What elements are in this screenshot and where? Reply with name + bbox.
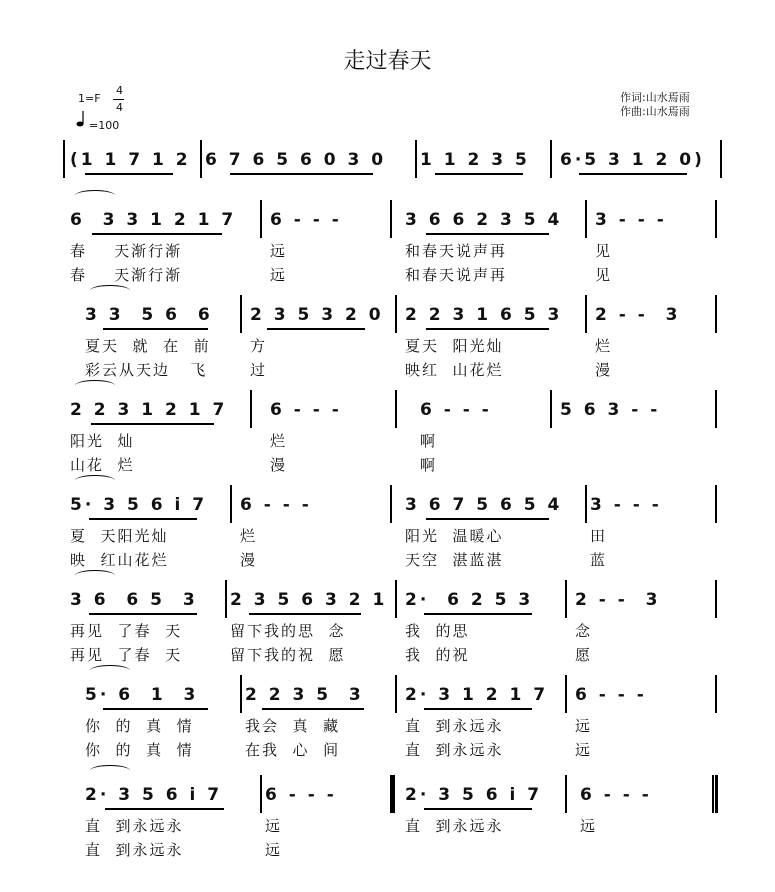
measure-notes: 3 6 6 5 3 — [70, 590, 198, 610]
beam-line — [103, 708, 208, 710]
lyric-line-2: 见 — [595, 266, 613, 284]
lyric-line-2: 春 天渐行渐 — [70, 266, 183, 284]
lyric-line-2: 漫 — [240, 551, 258, 569]
lyric-line-1: 阳光 灿 — [70, 432, 135, 450]
score-system — [0, 200, 775, 284]
score-system — [0, 775, 775, 859]
bar-line — [715, 580, 717, 618]
beam-line — [426, 328, 549, 330]
measure-notes: 3 - - - — [595, 210, 667, 230]
lyric-line-2: 山花 烂 — [70, 456, 135, 474]
beam-line — [249, 613, 361, 615]
beam-line — [426, 518, 549, 520]
bar-line — [415, 140, 417, 178]
measure-notes: 2· 3 5 6 i 7 — [85, 785, 223, 805]
bar-line — [720, 140, 722, 178]
quarter-note-icon — [76, 110, 88, 128]
lyric-line-1: 直 到永远永 — [85, 817, 184, 835]
measure-notes: 3 - - - — [590, 495, 662, 515]
time-signature-divider — [113, 99, 124, 100]
lyric-line-1: 烂 — [240, 527, 258, 545]
measure-notes: 2 - - 3 — [595, 305, 681, 325]
measure-notes: 6 - - - — [580, 785, 652, 805]
measure-notes: 2· 3 1 2 1 7 — [405, 685, 549, 705]
measure-notes: 2 2 3 5 3 — [245, 685, 364, 705]
bar-line — [390, 485, 392, 523]
bar-line — [565, 675, 567, 713]
lyricist-credit: 作词:山水焉雨 — [620, 91, 690, 104]
lyric-line-1: 留下我的思 念 — [230, 622, 346, 640]
lyric-line-2: 映 红山花烂 — [70, 551, 169, 569]
score-system — [0, 140, 775, 180]
score-system — [0, 295, 775, 379]
lyric-line-2: 愿 — [575, 646, 593, 664]
measure-notes: 3 6 6 2 3 5 4 — [405, 210, 563, 230]
lyric-line-1: 方 — [250, 337, 268, 355]
bar-line — [585, 295, 587, 333]
measure-notes: 2 - - 3 — [575, 590, 661, 610]
slur-arc — [75, 380, 115, 391]
bar-line — [565, 580, 567, 618]
slur-arc — [90, 665, 130, 676]
beam-line — [435, 173, 523, 175]
measure-notes: 2 2 3 1 6 5 3 — [405, 305, 563, 325]
measure-notes: 6 - - - — [265, 785, 337, 805]
lyric-line-2: 直 到永远永 — [85, 841, 184, 859]
measure-notes: 5· 3 5 6 i 7 — [70, 495, 208, 515]
lyric-line-1: 啊 — [420, 432, 438, 450]
slur-arc — [75, 570, 115, 581]
bar-line — [63, 140, 65, 178]
beam-line — [105, 808, 224, 810]
tempo-marking: =100 — [89, 119, 120, 132]
score-system — [0, 580, 775, 664]
measure-notes: 5· 6 1 3 — [85, 685, 199, 705]
measure-notes: 1 1 2 3 5 — [420, 150, 530, 170]
lyric-line-1: 我 的思 — [405, 622, 470, 640]
lyric-line-1: 你 的 真 情 — [85, 717, 194, 735]
lyric-line-1: 阳光 温暖心 — [405, 527, 504, 545]
score-system — [0, 485, 775, 569]
slur-arc — [75, 475, 115, 486]
lyric-line-2: 天空 湛蓝湛 — [405, 551, 504, 569]
bar-line — [715, 775, 718, 813]
lyric-line-1: 烂 — [595, 337, 613, 355]
lyric-line-1: 烂 — [270, 432, 288, 450]
lyric-line-1: 再见 了春 天 — [70, 622, 183, 640]
lyric-line-2: 在我 心 间 — [245, 741, 341, 759]
measure-notes: 3 6 7 5 6 5 4 — [405, 495, 563, 515]
repeat-bar-line — [392, 775, 395, 813]
beam-line — [103, 328, 208, 330]
lyric-line-1: 夏天 就 在 前 — [85, 337, 211, 355]
measure-notes: 6 - - - — [270, 210, 342, 230]
lyric-line-2: 远 — [270, 266, 288, 284]
beam-line — [85, 173, 173, 175]
measure-notes: 6·5 3 1 2 0) — [560, 150, 705, 170]
beam-line — [267, 328, 365, 330]
bar-line — [240, 295, 242, 333]
bar-line — [200, 140, 202, 178]
lyric-line-1: 和春天说声再 — [405, 242, 508, 260]
beam-line — [424, 808, 533, 810]
bar-line — [715, 675, 717, 713]
bar-line — [550, 390, 552, 428]
measure-notes: 2· 6 2 5 3 — [405, 590, 534, 610]
key-signature: 1=F — [78, 92, 101, 105]
bar-line — [395, 390, 397, 428]
beam-line — [426, 233, 549, 235]
beam-line — [424, 613, 533, 615]
measure-notes: 6 7 6 5 6 0 3 0 — [205, 150, 387, 170]
measure-notes: 2 2 3 1 2 1 7 — [70, 400, 228, 420]
lyric-line-2: 留下我的祝 愿 — [230, 646, 346, 664]
bar-line — [585, 200, 587, 238]
bar-line — [565, 775, 567, 813]
composer-credit: 作曲:山水焉雨 — [620, 105, 690, 118]
measure-notes: 6 - - - — [420, 400, 492, 420]
bar-line — [585, 485, 587, 523]
bar-line — [225, 580, 227, 618]
time-signature-top: 4 — [116, 84, 123, 97]
measure-notes: 5 6 3 - - — [560, 400, 661, 420]
bar-line — [715, 200, 717, 238]
slur-arc — [90, 285, 130, 296]
measure-notes: 2 3 5 3 2 0 — [250, 305, 384, 325]
measure-notes: 6 - - - — [575, 685, 647, 705]
beam-line — [262, 708, 364, 710]
lyric-line-1: 直 到永远永 — [405, 817, 504, 835]
measure-notes: (1 1 7 1 2 — [70, 150, 191, 170]
lyric-line-2: 啊 — [420, 456, 438, 474]
bar-line — [395, 580, 397, 618]
beam-line — [424, 708, 533, 710]
measure-notes: 3 3 5 6 6 — [85, 305, 213, 325]
lyric-line-1: 远 — [580, 817, 598, 835]
lyric-line-2: 我 的祝 — [405, 646, 470, 664]
measure-notes: 6 - - - — [270, 400, 342, 420]
lyric-line-1: 我会 真 藏 — [245, 717, 341, 735]
bar-line — [260, 775, 262, 813]
lyric-line-2: 远 — [575, 741, 593, 759]
beam-line — [89, 518, 198, 520]
time-signature-bottom: 4 — [116, 101, 123, 114]
slur-arc — [75, 190, 115, 201]
lyric-line-2: 蓝 — [590, 551, 608, 569]
lyric-line-2: 漫 — [595, 361, 613, 379]
lyric-line-1: 春 天渐行渐 — [70, 242, 183, 260]
lyric-line-1: 夏天 阳光灿 — [405, 337, 504, 355]
score-system — [0, 390, 775, 474]
score-system — [0, 675, 775, 759]
lyric-line-2: 漫 — [270, 456, 288, 474]
lyric-line-1: 远 — [575, 717, 593, 735]
bar-line — [395, 675, 397, 713]
bar-line — [395, 295, 397, 333]
bar-line — [240, 675, 242, 713]
lyric-line-2: 彩云从天边 飞 — [85, 361, 208, 379]
bar-line — [260, 200, 262, 238]
lyric-line-1: 见 — [595, 242, 613, 260]
bar-line — [550, 140, 552, 178]
beam-line — [230, 173, 374, 175]
beam-line — [89, 613, 198, 615]
lyric-line-1: 夏 天阳光灿 — [70, 527, 169, 545]
measure-notes: 6 3 3 1 2 1 7 — [70, 210, 237, 230]
bar-line — [390, 200, 392, 238]
bar-line — [250, 390, 252, 428]
lyric-line-2: 过 — [250, 361, 268, 379]
lyric-line-2: 直 到永远永 — [405, 741, 504, 759]
lyric-line-2: 映红 山花烂 — [405, 361, 504, 379]
bar-line — [715, 390, 717, 428]
song-title: 走过春天 — [343, 49, 432, 74]
beam-line — [91, 423, 214, 425]
slur-arc — [90, 765, 130, 776]
lyric-line-1: 田 — [590, 527, 608, 545]
bar-line — [715, 485, 717, 523]
lyric-line-2: 远 — [265, 841, 283, 859]
measure-notes: 6 - - - — [240, 495, 312, 515]
lyric-line-2: 和春天说声再 — [405, 266, 508, 284]
lyric-line-1: 直 到永远永 — [405, 717, 504, 735]
beam-line — [92, 233, 222, 235]
bar-line — [715, 295, 717, 333]
beam-line — [579, 173, 688, 175]
measure-notes: 2 3 5 6 3 2 1 — [230, 590, 388, 610]
bar-line — [230, 485, 232, 523]
lyric-line-1: 念 — [575, 622, 593, 640]
lyric-line-2: 你 的 真 情 — [85, 741, 194, 759]
lyric-line-1: 远 — [270, 242, 288, 260]
measure-notes: 2· 3 5 6 i 7 — [405, 785, 543, 805]
lyric-line-2: 再见 了春 天 — [70, 646, 183, 664]
lyric-line-1: 远 — [265, 817, 283, 835]
